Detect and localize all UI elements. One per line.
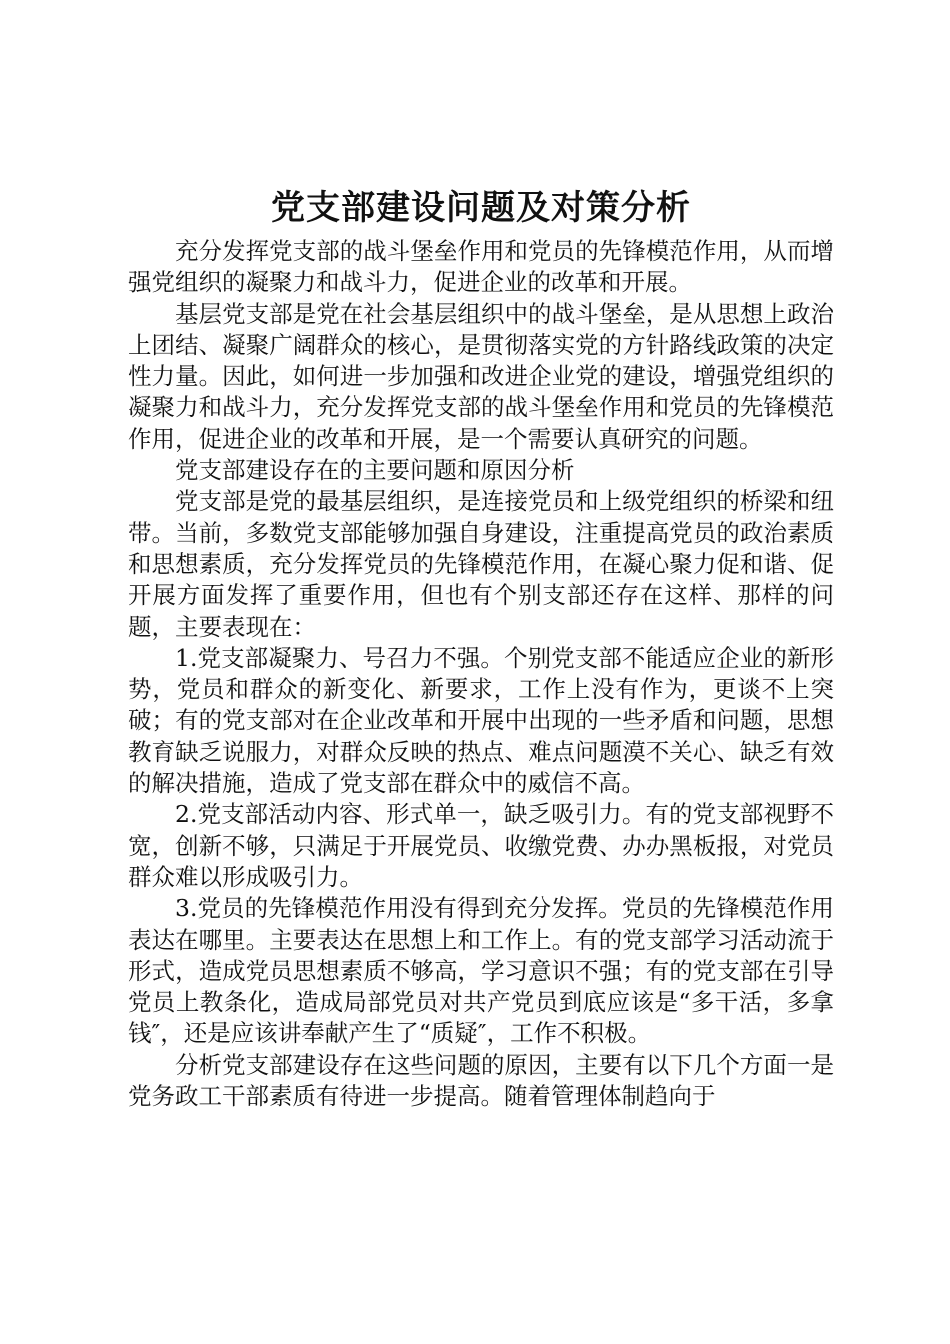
paragraph-cause-analysis: 分析党支部建设存在这些问题的原因，主要有以下几个方面一是党务政工干部素质有待进一步提高。随着管理体制趋向于 [128, 1050, 834, 1111]
paragraph-problem-3: 3.党员的先锋模范作用没有得到充分发挥。党员的先锋模范作用表达在哪里。主要表达在思想上和工作上。有的党支部学习活动流于形式，造成党员思想素质不够高，学习意识不强；有的党支部在引导党员上教条化，造成局部党员对共产党员到底应该是“多干活，多拿钱″，还是应该讲奉献产生了“质疑″，工作不积极。 [128, 894, 834, 1048]
document-title: 党支部建设问题及对策分析 [271, 188, 691, 228]
paragraph-intro: 充分发挥党支部的战斗堡垒作用和党员的先锋模范作用，从而增强党组织的凝聚力和战斗力，促进企业的改革和开展。 [128, 237, 834, 297]
paragraph-background: 基层党支部是党在社会基层组织中的战斗堡垒，是从思想上政治上团结、凝聚广阔群众的核心，是贯彻落实党的方针路线政策的决定性力量。因此，如何进一步加强和改进企业党的建设，增强党组织的凝聚力和战斗力，充分发挥党支部的战斗堡垒作用和党员的先锋模范作用，促进企业的改革和开展，是一个需要认真研究的问题。 [128, 299, 834, 453]
section-heading-problems: 党支部建设存在的主要问题和原因分析 [175, 456, 575, 485]
paragraph-problem-2: 2.党支部活动内容、形式单一，缺乏吸引力。有的党支部视野不宽，创新不够，只满足于开展党员、收缴党费、办办黑板报，对党员群众难以形成吸引力。 [128, 800, 834, 891]
paragraph-problem-1: 1.党支部凝聚力、号召力不强。个别党支部不能适应企业的新形势，党员和群众的新变化、新要求，工作上没有作为，更谈不上突破；有的党支部对在企业改革和开展中出现的一些矛盾和问题，思想教育缺乏说服力，对群众反映的热点、难点问题漠不关心、缺乏有效的解决措施，造成了党支部在群众中的威信不高。 [128, 643, 834, 798]
document-page [128, 180, 834, 1112]
paragraph-problems-overview: 党支部是党的最基层组织，是连接党员和上级党组织的桥梁和纽带。当前，多数党支部能够加强自身建设，注重提高党员的政治素质和思想素质，充分发挥党员的先锋模范作用，在凝心聚力促和谐、促开展方面发挥了重要作用，但也有个别支部还存在这样、那样的问题，主要表现在： [128, 487, 834, 641]
